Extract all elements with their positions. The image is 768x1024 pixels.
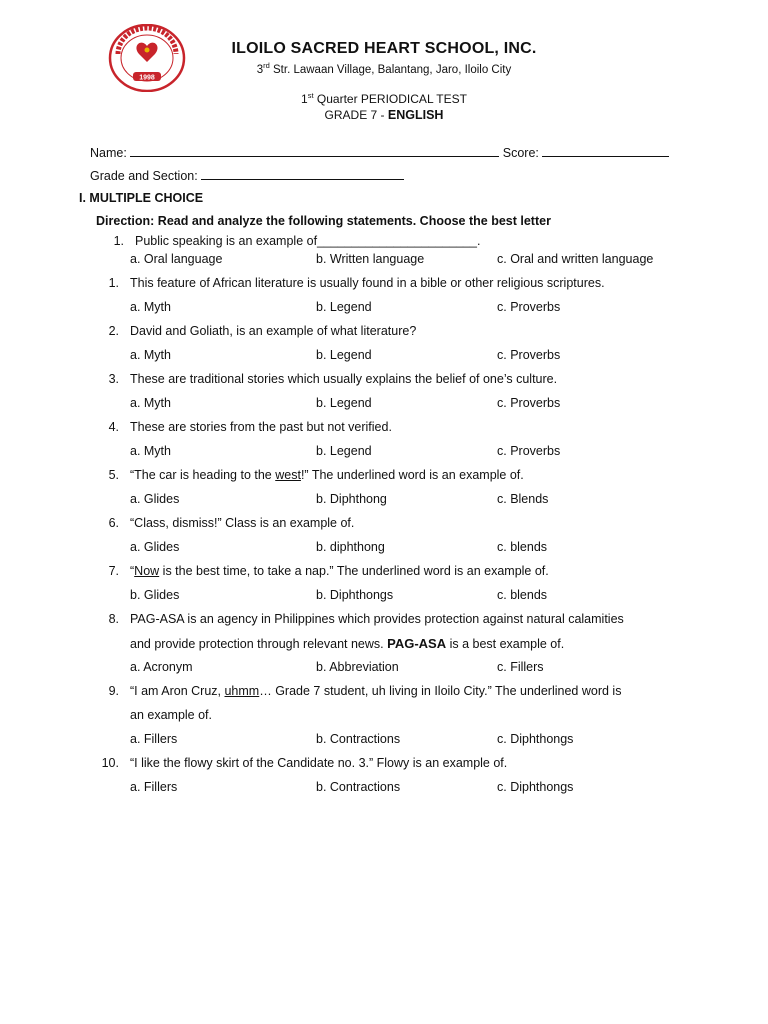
option-a[interactable]: a. Glides xyxy=(130,492,180,506)
question-text: “I am Aron Cruz, uhmm… Grade 7 student, uh living in Iloilo City.” The underlined word is xyxy=(130,684,622,698)
question-text: These are stories from the past but not verified. xyxy=(130,420,392,434)
grade-subject: GRADE 7 - ENGLISH xyxy=(324,108,444,122)
question-number: 7. xyxy=(108,564,119,578)
option-c[interactable]: c. Proverbs xyxy=(497,348,561,362)
bold-term: PAG-ASA xyxy=(387,636,447,651)
direction-text: Direction: Read and analyze the following statements. Choose the best letter xyxy=(96,214,551,228)
school-name: ILOILO SACRED HEART SCHOOL, INC. xyxy=(231,40,537,57)
option-b[interactable]: b. Abbreviation xyxy=(316,660,399,674)
options-row xyxy=(0,780,768,798)
question-row xyxy=(0,468,768,486)
options-row xyxy=(0,348,768,366)
option-c[interactable]: c. Proverbs xyxy=(497,396,561,410)
options-row xyxy=(0,444,768,462)
options-row xyxy=(0,396,768,414)
option-c[interactable]: c. Diphthongs xyxy=(497,732,574,746)
option-a[interactable]: a. Myth xyxy=(130,396,171,410)
options-row xyxy=(0,588,768,606)
option-a[interactable]: a. Myth xyxy=(130,300,171,314)
question-text: PAG-ASA is an agency in Philippines which provides protection against natural calamities xyxy=(130,612,624,626)
question-row xyxy=(0,636,768,654)
question-row xyxy=(0,612,768,630)
option-c[interactable]: c. Diphthongs xyxy=(497,780,574,794)
option-c[interactable]: c. Fillers xyxy=(497,660,544,674)
question-text: “Now is the best time, to take a nap.” The underlined word is an example of. xyxy=(130,564,549,578)
question-row xyxy=(0,324,768,342)
options-row xyxy=(0,540,768,558)
question-text: David and Goliath, is an example of what literature? xyxy=(130,324,417,338)
name-score-line xyxy=(90,145,669,160)
score-label: Score: xyxy=(499,146,543,160)
option-c[interactable]: c. Oral and written language xyxy=(497,252,654,266)
question-row xyxy=(0,756,768,774)
option-c[interactable]: c. Blends xyxy=(497,492,549,506)
option-a[interactable]: a. Myth xyxy=(130,444,171,458)
option-b[interactable]: b. Legend xyxy=(316,396,372,410)
question-number: 4. xyxy=(108,420,119,434)
option-b[interactable]: b. Legend xyxy=(316,348,372,362)
question-text: “I like the flowy skirt of the Candidate no. 3.” Flowy is an example of. xyxy=(130,756,508,770)
option-c[interactable]: c. Proverbs xyxy=(497,300,561,314)
option-a[interactable]: a. Acronym xyxy=(130,660,193,674)
question-number: 3. xyxy=(108,372,119,386)
question-number: 8. xyxy=(108,612,119,626)
question-number: 5. xyxy=(108,468,119,482)
option-b[interactable]: b. Written language xyxy=(316,252,425,266)
option-a[interactable]: a. Fillers xyxy=(130,732,178,746)
option-a[interactable]: a. Oral language xyxy=(130,252,223,266)
option-b[interactable]: b. Diphthongs xyxy=(316,588,394,602)
option-b[interactable]: b. Legend xyxy=(316,444,372,458)
question-row xyxy=(0,276,768,294)
option-c[interactable]: c. blends xyxy=(497,540,548,554)
example-question xyxy=(0,234,768,252)
question-row xyxy=(0,420,768,438)
question-number: 1. xyxy=(108,276,119,290)
school-seal-logo xyxy=(108,24,186,92)
option-c[interactable]: c. Proverbs xyxy=(497,444,561,458)
options-row xyxy=(0,732,768,750)
test-title: 1st Quarter PERIODICAL TEST xyxy=(301,91,467,106)
question-row xyxy=(0,708,768,726)
grade-section-line xyxy=(90,168,404,183)
underlined-word: uhmm xyxy=(224,684,260,698)
option-c[interactable]: c. blends xyxy=(497,588,548,602)
score-blank[interactable] xyxy=(542,145,669,157)
option-a[interactable]: b. Glides xyxy=(130,588,180,602)
question-text: and provide protection through relevant news. PAG-ASA is a best example of. xyxy=(130,636,565,651)
question-number: 2. xyxy=(108,324,119,338)
subject-label: ENGLISH xyxy=(387,108,444,122)
school-address: 3rd Str. Lawaan Village, Balantang, Jaro, Iloilo City xyxy=(256,61,512,76)
option-a[interactable]: a. Fillers xyxy=(130,780,178,794)
option-b[interactable]: b. diphthong xyxy=(316,540,385,554)
question-text: This feature of African literature is usually found in a bible or other religious scriptures. xyxy=(130,276,605,290)
option-b[interactable]: b. Contractions xyxy=(316,732,401,746)
example-question-text: Public speaking is an example of_______________________. xyxy=(135,234,481,248)
options-row xyxy=(0,300,768,318)
question-row xyxy=(0,564,768,582)
example-number: 1. xyxy=(113,234,124,248)
question-number: 6. xyxy=(108,516,119,530)
grade-section-blank[interactable] xyxy=(201,168,404,180)
question-row xyxy=(0,372,768,390)
question-row xyxy=(0,516,768,534)
grade-section-label: Grade and Section: xyxy=(90,169,202,183)
section-title: I. MULTIPLE CHOICE xyxy=(79,191,204,205)
example-options xyxy=(0,252,768,270)
question-text: an example of. xyxy=(130,708,212,722)
option-a[interactable]: a. Glides xyxy=(130,540,180,554)
seal-year: 1998 xyxy=(139,74,155,82)
question-number: 9. xyxy=(108,684,119,698)
question-text: These are traditional stories which usually explains the belief of one’s culture. xyxy=(130,372,558,386)
name-label: Name: xyxy=(90,146,131,160)
underlined-word: west xyxy=(275,468,301,482)
option-b[interactable]: b. Legend xyxy=(316,300,372,314)
question-row xyxy=(0,684,768,702)
question-number: 10. xyxy=(101,756,119,770)
options-row xyxy=(0,492,768,510)
question-text: “Class, dismiss!” Class is an example of. xyxy=(130,516,355,530)
option-a[interactable]: a. Myth xyxy=(130,348,171,362)
underlined-word: Now xyxy=(134,564,160,578)
options-row xyxy=(0,660,768,678)
question-text: “The car is heading to the west!” The underlined word is an example of. xyxy=(130,468,524,482)
name-blank[interactable] xyxy=(130,145,499,157)
option-b[interactable]: b. Contractions xyxy=(316,780,401,794)
option-b[interactable]: b. Diphthong xyxy=(316,492,387,506)
